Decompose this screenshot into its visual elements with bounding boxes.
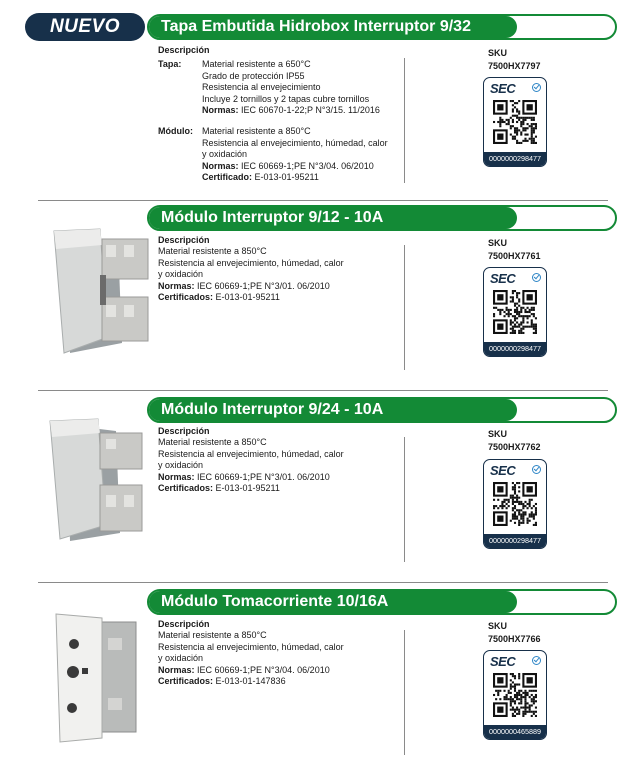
switch-module-image xyxy=(40,415,150,550)
sec-certification-card xyxy=(483,267,547,357)
qr-code-icon xyxy=(493,290,537,334)
sec-number: 0000000298477 xyxy=(484,342,546,356)
desc-line: Incluye 2 tornillos y 2 tapas cubre tornillos xyxy=(202,93,370,104)
sec-number: 0000000298477 xyxy=(484,152,546,166)
sec-certification-card xyxy=(483,459,547,549)
product-title: Tapa Embutida Hidrobox Interruptor 9/32 xyxy=(161,18,471,35)
socket-module-image xyxy=(42,608,142,748)
norm-line: Normas: IEC 60669-1;PE N°3/04. 06/2010 xyxy=(158,664,330,675)
sku-label: SKU xyxy=(488,48,508,58)
product-title-bar xyxy=(147,589,617,615)
desc-line: Resistencia al envejecimiento xyxy=(202,82,321,93)
check-icon xyxy=(532,83,541,92)
description-heading: Descripción xyxy=(158,619,210,629)
product-title: Módulo Interruptor 9/24 - 10A xyxy=(161,401,384,418)
sec-number: 0000000298477 xyxy=(484,534,546,548)
product-title: Módulo Interruptor 9/12 - 10A xyxy=(161,209,384,226)
description-heading: Descripción xyxy=(158,235,210,245)
description-heading: Descripción xyxy=(158,426,210,436)
sku-label: SKU xyxy=(488,429,508,439)
check-icon xyxy=(532,273,541,282)
check-icon xyxy=(532,656,541,665)
qr-code-icon xyxy=(493,100,537,144)
product-title: Módulo Tomacorriente 10/16A xyxy=(161,593,389,610)
product-description xyxy=(158,235,398,303)
desc-line: Material resistente a 850°C xyxy=(202,126,311,137)
product-title-bar xyxy=(147,14,617,40)
cert-line: Certificado: E-013-01-95211 xyxy=(202,172,319,183)
desc-line: Resistencia al envejecimiento, húmedad, calor xyxy=(202,137,388,148)
norm-line: Normas: IEC 60670-1-22;P N°3/15. 11/2016 xyxy=(202,105,380,116)
desc-line: Material resistente a 850°C xyxy=(158,437,267,448)
sku-label: SKU xyxy=(488,621,508,631)
qr-code-icon xyxy=(493,482,537,526)
norm-line: Normas: IEC 60669-1;PE N°3/01. 06/2010 xyxy=(158,471,330,482)
group-label: Módulo: xyxy=(158,126,193,137)
desc-line: Resistencia al envejecimiento, húmedad, calor xyxy=(158,448,344,459)
sku-label: SKU xyxy=(488,238,508,248)
norm-line: Normas: IEC 60669-1;PE N°3/01. 06/2010 xyxy=(158,280,330,291)
description-heading: Descripción xyxy=(158,45,210,55)
product-description xyxy=(158,619,398,687)
qr-code-icon xyxy=(493,673,537,717)
group-label: Tapa: xyxy=(158,59,182,70)
desc-line: Material resistente a 850°C xyxy=(158,630,267,641)
desc-line: Resistencia al envejecimiento, húmedad, calor xyxy=(158,257,344,268)
desc-line: Resistencia al envejecimiento, húmedad, calor xyxy=(158,641,344,652)
sku-value: 7500HX7797 xyxy=(488,61,541,71)
desc-line: y oxidación xyxy=(202,149,248,160)
cert-line: Certificados: E-013-01-95211 xyxy=(158,292,280,303)
sec-certification-card xyxy=(483,650,547,740)
sec-logo: SEC xyxy=(490,271,516,286)
desc-line: Material resistente a 850°C xyxy=(158,246,267,257)
check-icon xyxy=(532,465,541,474)
sec-logo: SEC xyxy=(490,81,516,96)
cert-line: Certificados: E-013-01-147836 xyxy=(158,676,286,687)
sku-value: 7500HX7761 xyxy=(488,251,541,261)
sec-logo: SEC xyxy=(490,463,516,478)
product-title-bar xyxy=(147,205,617,231)
new-badge: NUEVO xyxy=(25,13,145,41)
desc-line: y oxidación xyxy=(158,269,204,280)
norm-line: Normas: IEC 60669-1;PE N°3/04. 06/2010 xyxy=(202,160,374,171)
cert-line: Certificados: E-013-01-95211 xyxy=(158,483,280,494)
switch-module-image xyxy=(40,225,155,365)
desc-line: y oxidación xyxy=(158,653,204,664)
sec-certification-card xyxy=(483,77,547,167)
sec-logo: SEC xyxy=(490,654,516,669)
product-description xyxy=(158,426,398,494)
desc-line: Material resistente a 650°C xyxy=(202,59,311,70)
desc-line: Grado de protección IP55 xyxy=(202,70,305,81)
sku-value: 7500HX7766 xyxy=(488,634,541,644)
product-description xyxy=(158,45,398,183)
sku-value: 7500HX7762 xyxy=(488,442,541,452)
desc-line: y oxidación xyxy=(158,460,204,471)
sec-number: 0000000465889 xyxy=(484,725,546,739)
product-title-bar xyxy=(147,397,617,423)
